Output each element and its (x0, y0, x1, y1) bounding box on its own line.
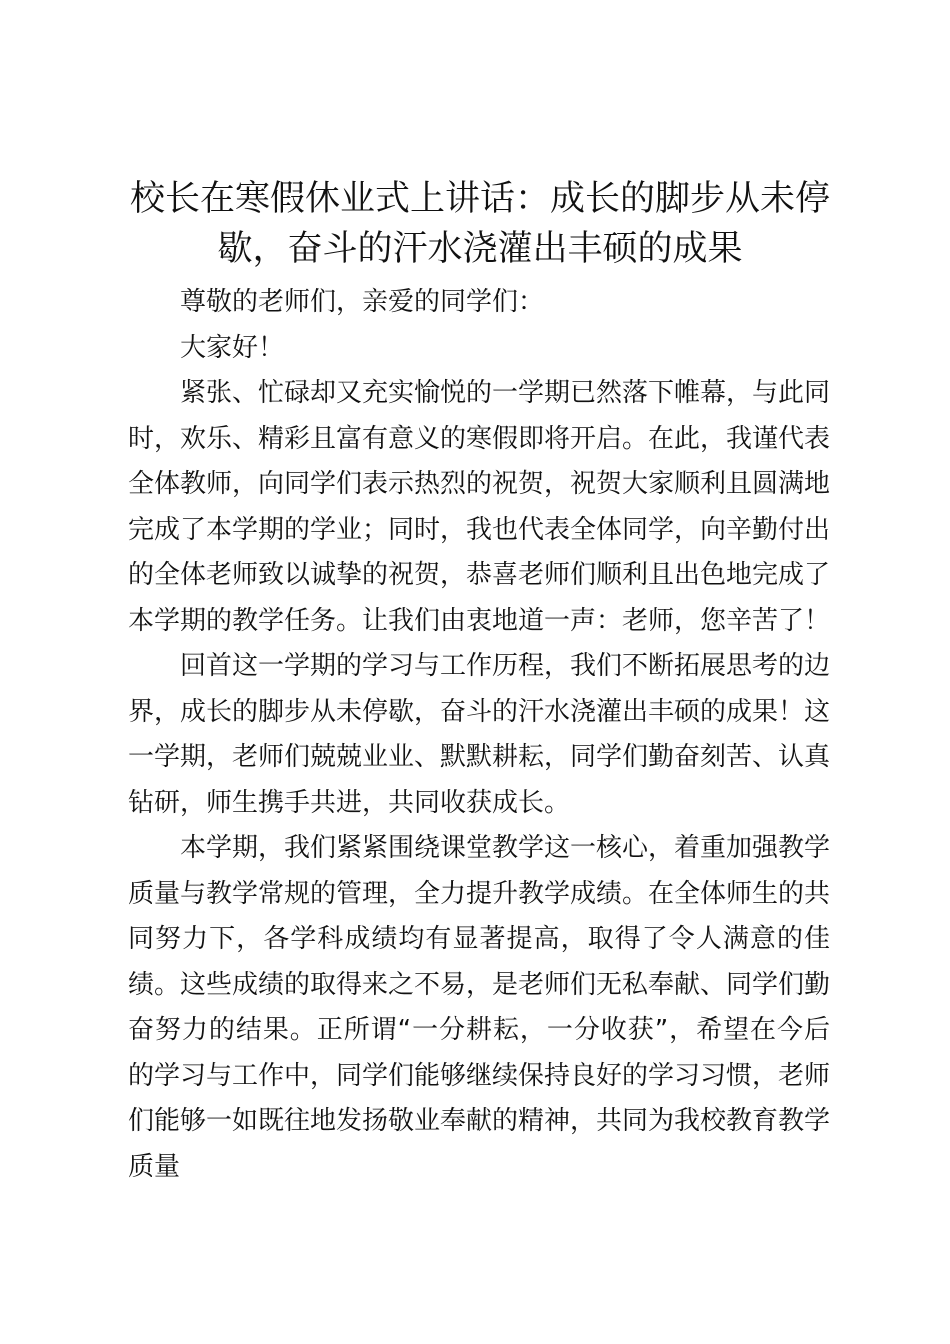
document-title: 校长在寒假休业式上讲话：成长的脚步从未停歇，奋斗的汗水浇灌出丰硕的成果 (129, 179, 830, 269)
salutation: 尊敬的老师们，亲爱的同学们： (180, 287, 545, 317)
paragraph-1: 紧张、忙碌却又充实愉悦的一学期已然落下帷幕，与此同时，欢乐、精彩且富有意义的寒假即将开启。在此，我谨代表全体教师，向同学们表示热烈的祝贺，祝贺大家顺利且圆满地完成了本学期的学业；同时，我也代表全体同学，向辛勤付出的全体老师致以诚挚的祝贺，恭喜老师们顺利且出色地完成了本学期的教学任务。让我们由衷地道一声：老师，您辛苦了！ (128, 378, 831, 636)
greeting: 大家好！ (180, 332, 285, 363)
paragraph-3: 本学期，我们紧紧围绕课堂教学这一核心，着重加强教学质量与教学常规的管理，全力提升教学成绩。在全体师生的共同努力下，各学科成绩均有显著提高，取得了令人满意的佳绩。这些成绩的取得来之不易，是老师们无私奉献、同学们勤奋努力的结果。正所谓“一分耕耘，一分收获”，希望在今后的学习与工作中，同学们能够继续保持良好的学习习惯，老师们能够一如既往地发扬敬业奉献的精神，共同为我校教育教学质量 (128, 833, 831, 1182)
document-body (128, 280, 830, 1190)
paragraph-2: 回首这一学期的学习与工作历程，我们不断拓展思考的边界，成长的脚步从未停歇，奋斗的汗水浇灌出丰硕的成果！这一学期，老师们兢兢业业、默默耕耘，同学们勤奋刻苦、认真钻研，师生携手共进，共同收获成长。 (128, 651, 831, 818)
